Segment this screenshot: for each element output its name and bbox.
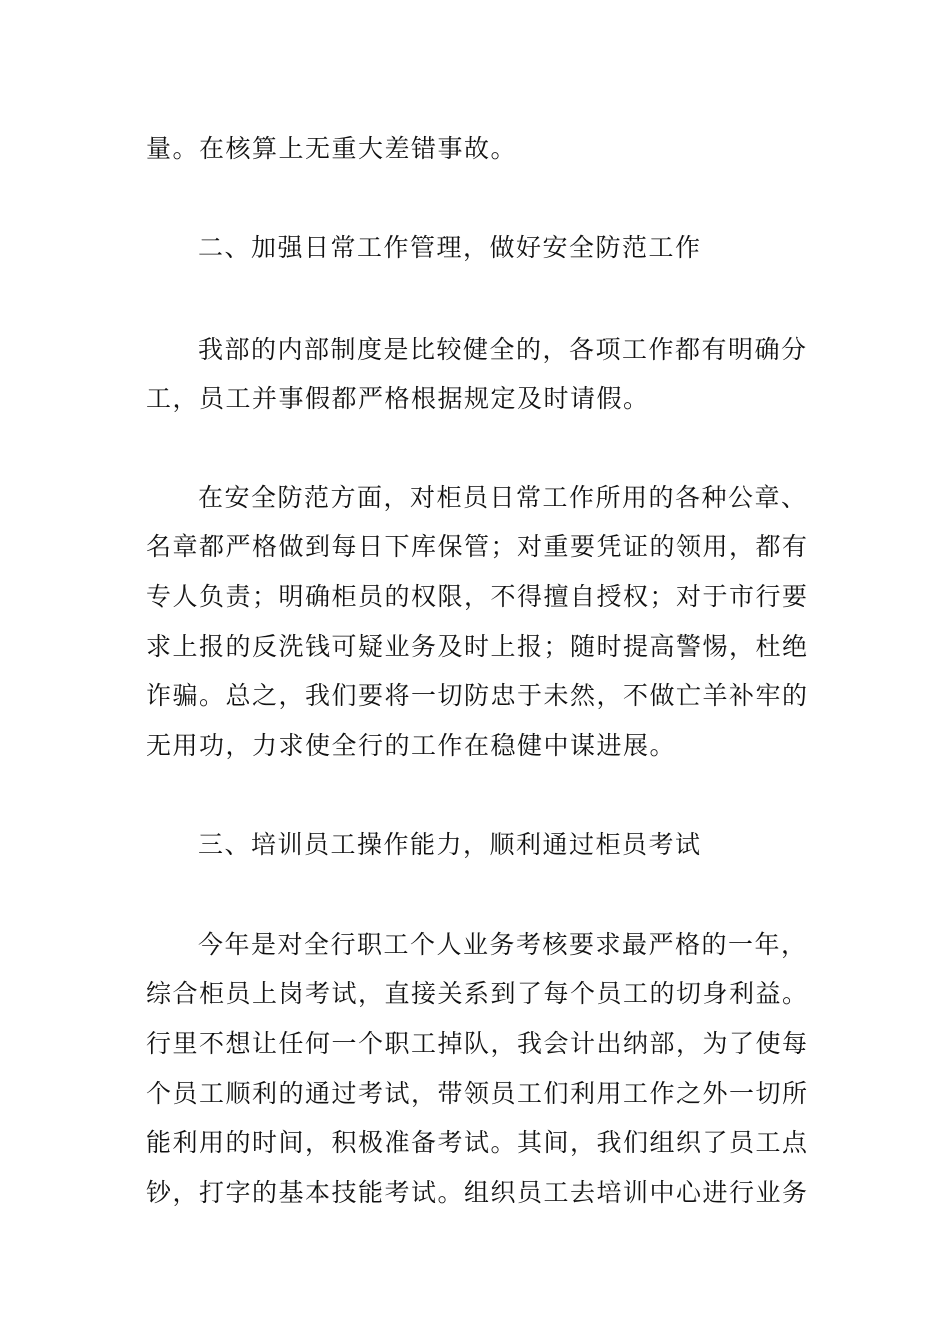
paragraph-3-line-4: 个员工顺利的通过考试，带领员工们利用工作之外一切所	[146, 1079, 809, 1108]
paragraph-3-line-6: 钞，打字的基本技能考试。组织员工去培训中心进行业务	[146, 1178, 809, 1207]
paragraph-3-line-2: 综合柜员上岗考试，直接关系到了每个员工的切身利益。	[146, 979, 809, 1008]
paragraph-1-line-1: 我部的内部制度是比较健全的，各项工作都有明确分	[198, 335, 808, 364]
section-heading-3: 三、培训员工操作能力，顺利通过柜员考试	[198, 830, 702, 859]
paragraph-1-line-2: 工，员工并事假都严格根据规定及时请假。	[146, 384, 650, 413]
paragraph-3-line-3: 行里不想让任何一个职工掉队，我会计出纳部，为了使每	[146, 1029, 809, 1058]
paragraph-3-line-1: 今年是对全行职工个人业务考核要求最严格的一年，	[198, 930, 808, 959]
section-heading-2: 二、加强日常工作管理，做好安全防范工作	[198, 233, 702, 262]
paragraph-continuation-line-1: 量。在核算上无重大差错事故。	[146, 134, 518, 163]
paragraph-2-line-5: 诈骗。总之，我们要将一切防忠于未然，不做亡羊补牢的	[146, 681, 809, 710]
paragraph-2-line-1: 在安全防范方面，对柜员日常工作所用的各种公章、	[198, 483, 808, 512]
paragraph-2-line-4: 求上报的反洗钱可疑业务及时上报；随时提高警惕，杜绝	[146, 632, 809, 661]
paragraph-2-line-6: 无用功，力求使全行的工作在稳健中谋进展。	[146, 731, 677, 760]
paragraph-2-line-2: 名章都严格做到每日下库保管；对重要凭证的领用，都有	[146, 532, 809, 561]
paragraph-2-line-3: 专人负责；明确柜员的权限，不得擅自授权；对于市行要	[146, 582, 809, 611]
paragraph-3-line-5: 能利用的时间，积极准备考试。其间，我们组织了员工点	[146, 1128, 809, 1157]
